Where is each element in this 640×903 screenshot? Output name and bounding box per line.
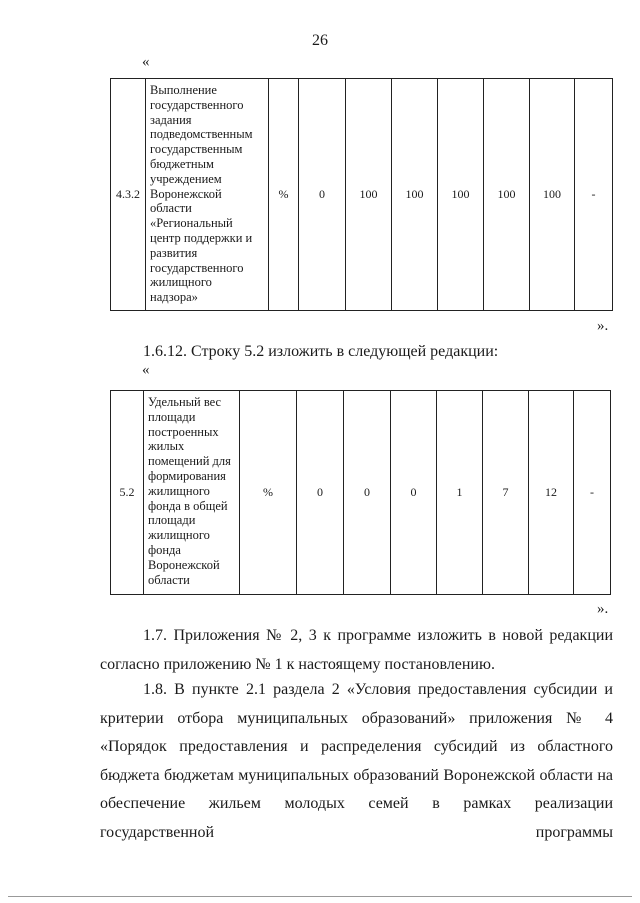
quote-open-1: « [142,54,150,70]
value-cell: 100 [530,79,575,311]
table-row [111,79,613,311]
value-cell: 12 [529,391,574,595]
value-cell: 100 [346,79,392,311]
value-cell: 0 [297,391,344,595]
indicator-name: Удельный вес площади построенных жилых помещений для формирования жилищного фонда в общей площади жилищного фонда Воронежской области [144,391,240,595]
value-cell: 100 [392,79,438,311]
value-cell: 0 [391,391,437,595]
row-code: 4.3.2 [111,79,146,311]
indicator-name: Выполнение государственного задания подведомственным государственным бюджетным учреждением Воронежской области «Региональный центр поддержки и развития государственного жилищного надзора» [146,79,269,311]
value-cell: - [575,79,613,311]
table-row-5-2 [110,390,611,595]
paragraph-1-7: 1.7. Приложения № 2, 3 к программе изложить в новой редакции согласно приложению № 1 к настоящему постановлению. [100,627,613,673]
quote-open-2: « [142,362,150,378]
quote-close-1: ». [597,318,609,334]
unit-cell: % [240,391,297,595]
unit-cell: % [269,79,299,311]
value-cell: 1 [437,391,483,595]
value-cell: 7 [483,391,529,595]
quote-close-2: ». [597,601,609,617]
value-cell: 0 [344,391,391,595]
table-row [111,391,611,595]
paragraph-1-8: 1.8. В пункте 2.1 раздела 2 «Условия предоставления субсидии и критерии отбора муниципальных образований» приложения № 4 «Порядок предоставления и распределения субсидий из областного бюджета бюджетам муниципальных образований Воронежской области на обеспечение жильем молодых семей в рамках реализации государственной программы [100,681,613,841]
value-cell: 100 [484,79,530,311]
page-number: 26 [312,32,328,49]
value-cell: 0 [299,79,346,311]
page-edge-line [8,896,632,897]
row-code: 5.2 [111,391,144,595]
value-cell: - [574,391,611,595]
value-cell: 100 [438,79,484,311]
instruction-1-6-12: 1.6.12. Строку 5.2 изложить в следующей редакции: [143,343,499,360]
table-row-4-3-2 [110,78,613,311]
